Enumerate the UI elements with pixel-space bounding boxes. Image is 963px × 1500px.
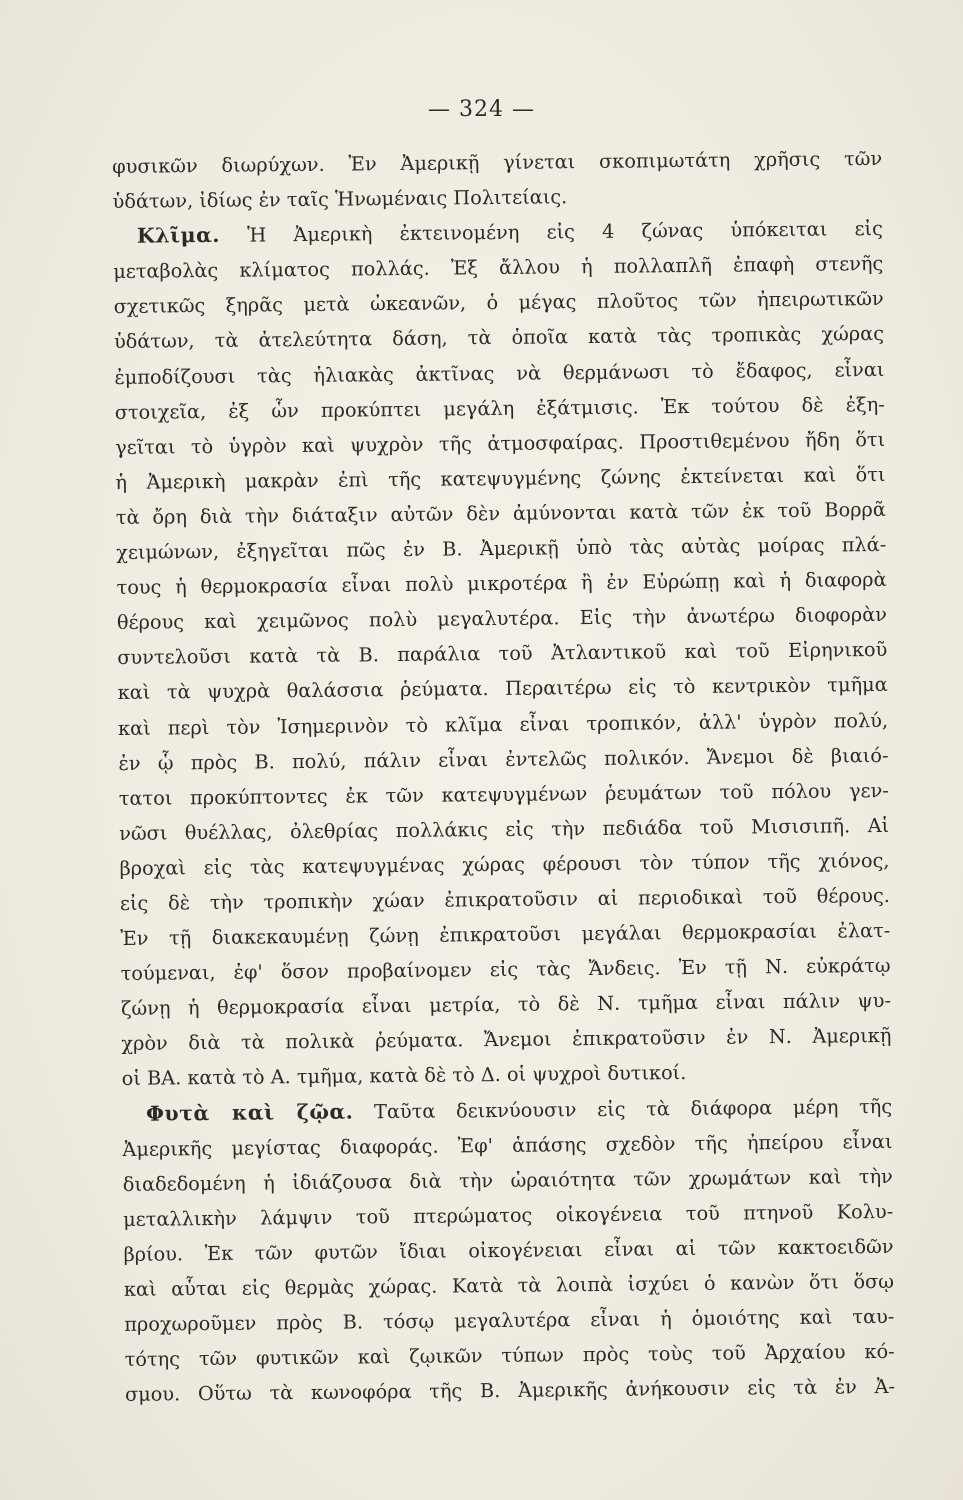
line-text: τους ἡ θερμοκρασία εἶναι πολὺ μικροτέρα ἢ ἐν Εὐρώπῃ καὶ ἡ διαφορὰ (116, 568, 887, 600)
line-text: γεῖται τὸ ὑγρὸν καὶ ψυχρὸν τῆς ἀτμοσφαίρας. Προστιθεμένου ἤδη ὅτι (115, 427, 886, 459)
line-text: τατοι προκύπτοντες ἐκ τῶν κατεψυγμένων ῥευμάτων τοῦ πόλου γεν- (118, 778, 889, 810)
line-text: καὶ αὗται εἰς θερμὰς χώρας. Κατὰ τὰ λοιπὰ ἰσχύει ὁ κανὼν ὅτι ὅσῳ (123, 1269, 895, 1301)
line-text: τὰ ὄρη διὰ τὴν διάταξιν αὐτῶν δὲν ἀμύνονται κατὰ τῶν ἐκ τοῦ Βορρᾶ (115, 497, 886, 529)
line-text: ἐμποδίζουσι τὰς ἡλιακὰς ἀκτῖνας νὰ θερμάνωσι τὸ ἔδαφος, εἶναι (114, 357, 885, 389)
line-text: ἐν ᾧ πρὸς Β. πολύ, πάλιν εἶναι ἐντελῶς πολικόν. Ἄνεμοι δὲ βιαιό- (118, 743, 889, 775)
line-text: ζώνῃ ἡ θερμοκρασία εἶναι μετρία, τὸ δὲ Ν. τμῆμα εἶναι πάλιν ψυ- (120, 989, 892, 1021)
line-text: τούμεναι, ἐφ' ὅσον προβαίνομεν εἰς τὰς Ἄνδεις. Ἐν τῇ Ν. εὐκράτῳ (120, 954, 891, 986)
line-text: Ἐν τῇ διακεκαυμένῃ ζώνῃ ἐπικρατοῦσι μεγάλαι θερμοκρασίαι ἐλατ- (120, 918, 891, 951)
line-text: ὑδάτων, τὰ ἀτελεύτητα δάση, τὰ ὁποῖα κατὰ τὰς τροπικὰς χώρας (113, 322, 885, 354)
line-text: μεταβολὰς κλίματος πολλάς. Ἐξ ἄλλου ἡ πολλαπλῆ ἐπαφὴ στενῆς (113, 252, 884, 284)
section-heading: Φυτὰ καὶ ζῷα. (145, 1099, 354, 1126)
line-text: εἰς δὲ τὴν τροπικὴν χώαν ἐπικρατοῦσιν αἱ περιοδικαὶ τοῦ θέρους. (119, 883, 890, 915)
section-heading: Κλῖμα. (136, 223, 221, 248)
line-text: βρίου. Ἐκ τῶν φυτῶν ἴδιαι οἰκογένειαι εἶναι αἱ τῶν κακτοειδῶν (123, 1234, 894, 1266)
line-text: καὶ τὰ ψυχρὰ θαλάσσια ῥεύματα. Περαιτέρω εἰς τὸ κεντρικὸν τμῆμα (117, 673, 888, 705)
page-number: — 324 — (428, 97, 535, 122)
line-text: χειμώνων, ἐξηγεῖται πῶς ἐν Β. Ἀμερικῇ ὑπὸ τὰς αὐτὰς μοίρας πλά- (116, 532, 887, 565)
line-text: προχωροῦμεν πρὸς Β. τόσῳ μεγαλυτέρα εἶναι ἡ ὁμοιότης καὶ ταυ- (124, 1304, 895, 1337)
line-text: μεταλλικὴν λάμψιν τοῦ πτερώματος οἰκογένεια τοῦ πτηνοῦ Κολυ- (123, 1199, 894, 1231)
line-text: ἡ Ἀμερικὴ μακρὰν ἐπὶ τῆς κατεψυγμένης ζώνης ἐκτείνεται καὶ ὅτι (115, 462, 886, 494)
line-text: νῶσι θυέλλας, ὀλεθρίας πολλάκις εἰς τὴν πεδιάδα τοῦ Μισισιπῆ. Αἱ (119, 813, 890, 845)
body-text (112, 141, 895, 1412)
line-text: Ταῦτα δεικνύουσιν εἰς τὰ διάφορα μέρη τῆς (373, 1094, 893, 1123)
line-text: χρὸν διὰ τὰ πολικὰ ῥεύματα. Ἄνεμοι ἐπικρατοῦσιν ἐν Ν. Ἀμερικῇ (121, 1024, 892, 1056)
line-text: Ἀμερικῆς μεγίστας διαφοράς. Ἐφ' ἁπάσης σχεδὸν τῆς ἠπείρου εἶναι (122, 1129, 893, 1161)
line-text: βροχαὶ εἰς τὰς κατεψυγμένας χώρας φέρουσι τὸν τύπον τῆς χιόνος, (119, 848, 890, 880)
line-text: στοιχεῖα, ἐξ ὧν προκύπτει μεγάλη ἐξάτμισις. Ἐκ τούτου δὲ ἐξη- (114, 392, 885, 424)
line-text: σμου. Οὕτω τὰ κωνοφόρα τῆς Β. Ἀμερικῆς ἀνήκουσιν εἰς τὰ ἐν Ἀ- (124, 1375, 896, 1407)
line-text: θέρους καὶ χειμῶνος πολὺ μεγαλυτέρα. Εἰς τὴν ἀνωτέρω διοφορὰν (116, 603, 888, 635)
line-text: Ἡ Ἀμερικὴ ἐκτεινομένη εἰς 4 ζώνας ὑπόκειται εἰς (247, 217, 883, 247)
text-line (125, 1369, 895, 1412)
line-text: καὶ περὶ τὸν Ἰσημερινὸν τὸ κλῖμα εἶναι τροπικόν, ἀλλ' ὑγρὸν πολύ, (117, 708, 889, 740)
line-text: σχετικῶς ξηρᾶς μετὰ ὠκεανῶν, ὁ μέγας πλοῦτος τῶν ἠπειρωτικῶν (113, 287, 884, 319)
line-text: διαδεδομένη ἡ ἰδιάζουσα διὰ τὴν ὡραιότητα τῶν χρωμάτων καὶ τὴν (122, 1164, 893, 1196)
line-text: συντελοῦσι κατὰ τὰ Β. παράλια τοῦ Ἀτλαντικοῦ καὶ τοῦ Εἰρηνικοῦ (117, 638, 888, 670)
line-text: ὑδάτων, ἰδίως ἐν ταῖς Ἡνωμέναις Πολιτείαις. (112, 185, 568, 214)
line-text: φυσικῶν διωρύχων. Ἐν Ἀμερικῇ γίνεται σκοπιμωτάτη χρῆσις τῶν (112, 146, 883, 178)
line-text: τότης τῶν φυτικῶν καὶ ζῳικῶν τύπων πρὸς τοὺς τοῦ Ἀρχαίου κό- (124, 1340, 895, 1372)
line-text: οἱ ΒΑ. κατὰ τὸ Α. τμῆμα, κατὰ δὲ τὸ Δ. οἱ ψυχροὶ δυτικοί. (121, 1061, 687, 1091)
